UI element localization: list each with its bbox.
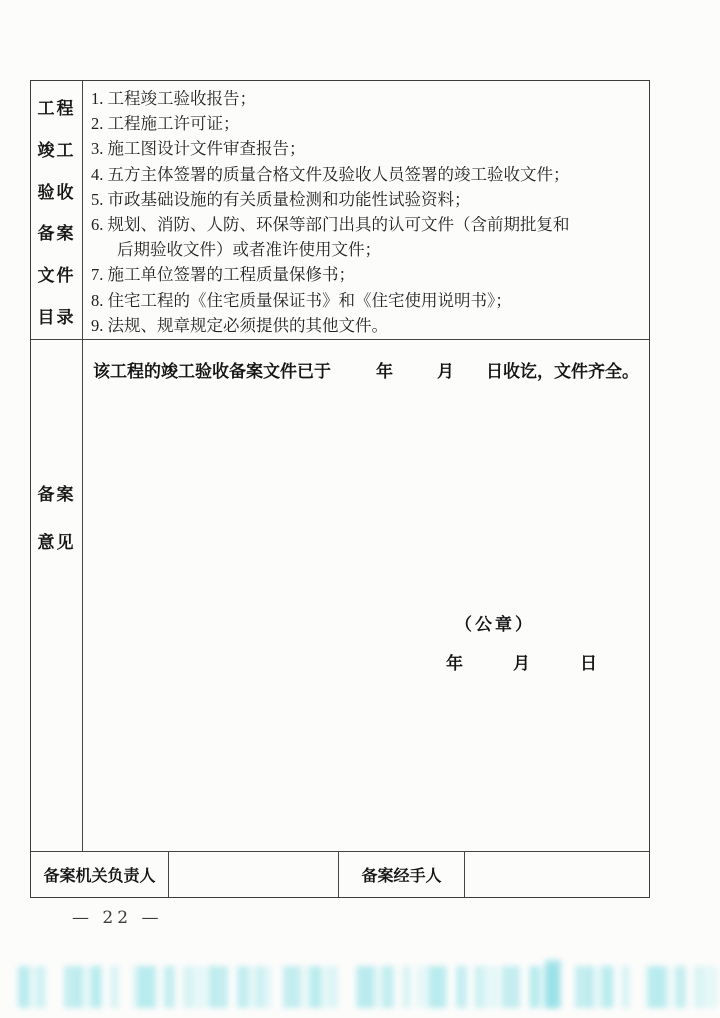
statement-year-label: 年 bbox=[376, 362, 393, 381]
catalog-row-label bbox=[31, 81, 83, 339]
catalog-item: 1. 工程竣工验收报告； bbox=[91, 89, 256, 108]
date-year-label: 年 bbox=[446, 654, 463, 673]
catalog-item: 6. 规划、消防、人防、环保等部门出具的认可文件（含前期批复和 bbox=[91, 215, 570, 235]
catalog-list-cell bbox=[83, 81, 649, 339]
scan-artifact-spike bbox=[545, 960, 561, 1008]
scan-artifact-bar bbox=[18, 966, 718, 1008]
date-month-label: 月 bbox=[513, 654, 530, 673]
catalog-item-continuation: 后期验收文件）或者准许使用文件； bbox=[117, 240, 381, 260]
receipt-statement bbox=[93, 357, 639, 382]
catalog-label-line: 目录 bbox=[37, 307, 76, 327]
handler-label-cell bbox=[338, 852, 464, 897]
handler-label: 备案经手人 bbox=[361, 868, 442, 885]
catalog-label-line: 备案 bbox=[37, 224, 76, 244]
filing-form-table bbox=[30, 80, 650, 898]
opinion-label-line: 备案 bbox=[37, 485, 76, 504]
catalog-item: 3. 施工图设计文件审查报告； bbox=[91, 139, 306, 159]
official-label-cell bbox=[31, 852, 168, 897]
catalog-label-line: 文件 bbox=[37, 266, 76, 286]
opinion-label-line: 意见 bbox=[37, 533, 76, 552]
statement-month-label: 月 bbox=[437, 362, 454, 381]
opinion-row-label bbox=[31, 340, 83, 851]
opinion-content-cell bbox=[83, 340, 649, 851]
catalog-label-line: 竣工 bbox=[37, 140, 76, 160]
catalog-item: 4. 五方主体签署的质量合格文件及验收人员签署的竣工验收文件； bbox=[91, 164, 570, 184]
catalog-item: 7. 施工单位签署的工程质量保修书； bbox=[91, 265, 355, 285]
statement-prefix: 该工程的竣工验收备案文件已于 bbox=[93, 362, 331, 381]
page-number: — 22 — bbox=[72, 908, 163, 928]
handler-signature-cell bbox=[464, 852, 649, 897]
catalog-row bbox=[31, 81, 649, 339]
catalog-label-line: 工程 bbox=[37, 99, 76, 118]
opinion-row bbox=[31, 339, 649, 851]
catalog-item: 2. 工程施工许可证； bbox=[91, 114, 240, 134]
date-day-label: 日 bbox=[580, 654, 597, 673]
official-label: 备案机关负责人 bbox=[43, 868, 156, 885]
signature-row bbox=[31, 851, 649, 897]
catalog-label-line: 验收 bbox=[37, 182, 76, 202]
official-seal-placeholder: （公章） bbox=[455, 615, 535, 634]
catalog-item: 8. 住宅工程的《住宅质量保证书》和《住宅使用说明书》； bbox=[91, 290, 512, 310]
catalog-item: 9. 法规、规章规定必须提供的其他文件。 bbox=[91, 315, 388, 335]
signature-date-line bbox=[446, 649, 597, 674]
official-signature-cell bbox=[168, 852, 338, 897]
statement-suffix: 日收讫，文件齐全。 bbox=[486, 362, 639, 381]
catalog-item: 5. 市政基础设施的有关质量检测和功能性试验资料； bbox=[91, 189, 471, 209]
